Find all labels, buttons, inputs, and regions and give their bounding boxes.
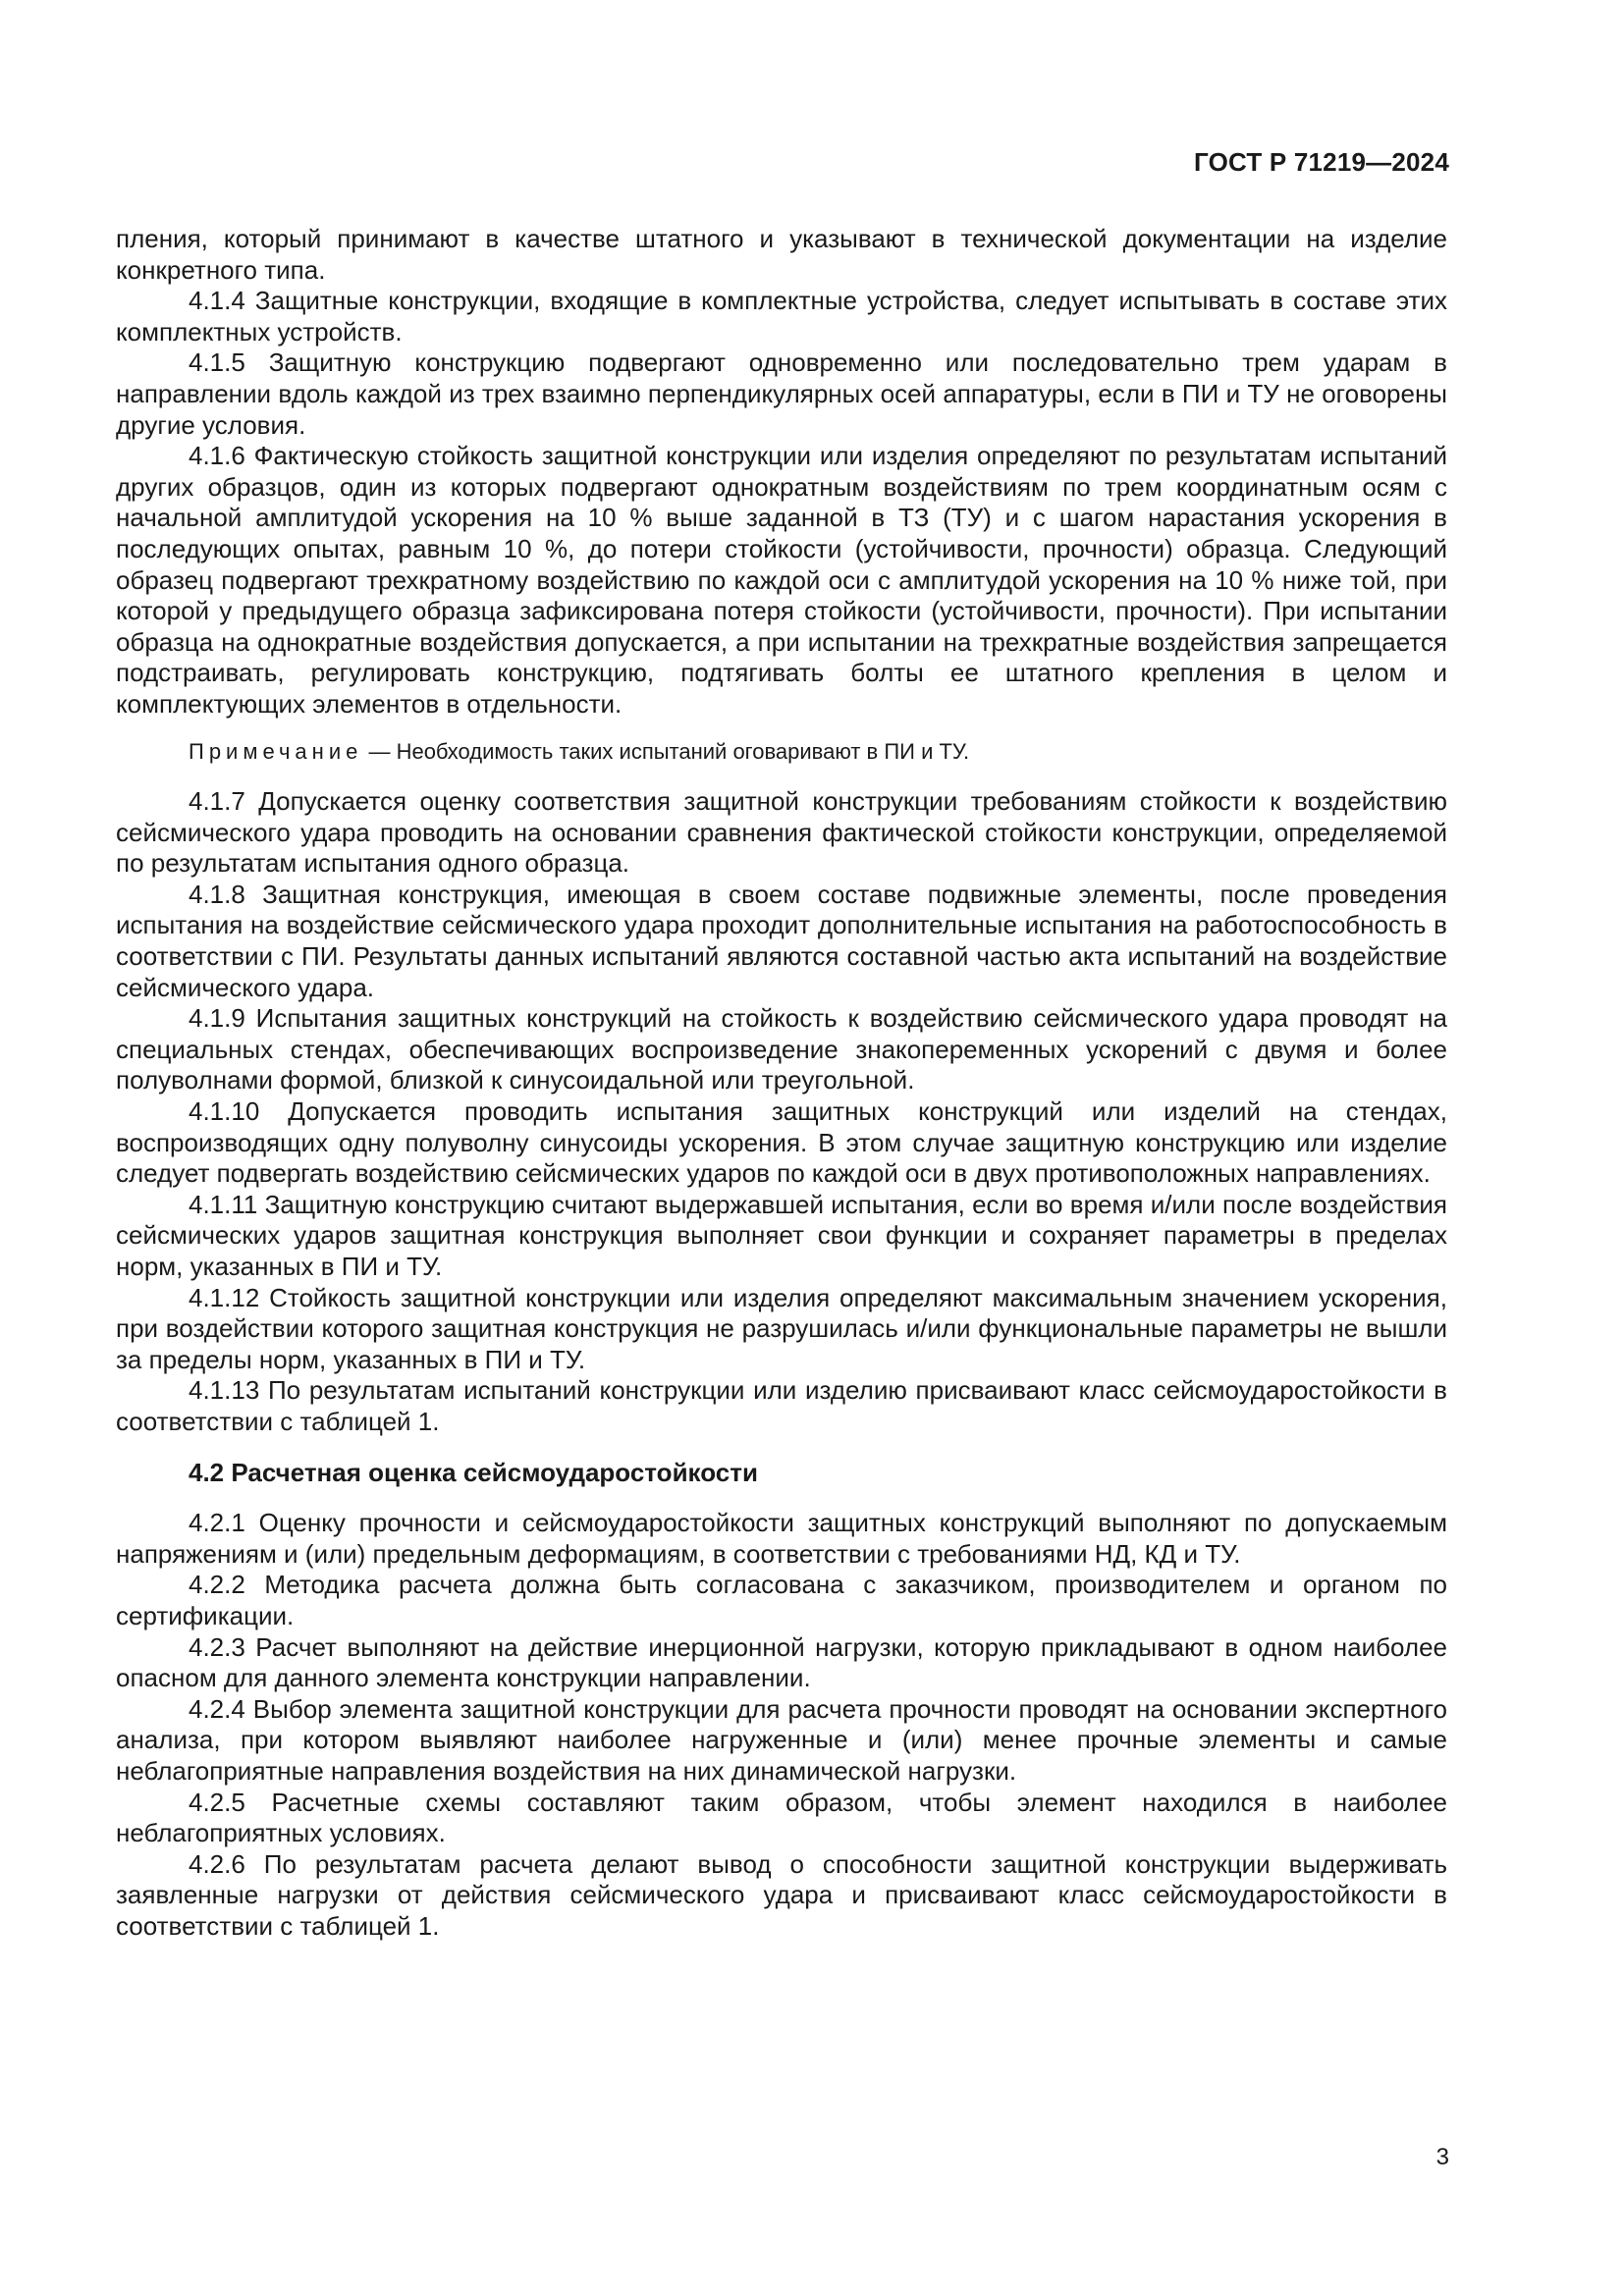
section-heading-4-2: 4.2 Расчетная оценка сейсмоударостойкости	[189, 1457, 758, 1487]
clause-4-2-5: 4.2.5 Расчетные схемы составляют таким образом, чтобы элемент находился в наиболее неблагоприятных условиях.	[116, 1787, 1447, 1848]
clause-4-1-12: 4.1.12 Стойкость защитной конструкции или изделия определяют максимальным значением ускорения, при воздействии которого защитная конструкция не разрушилась и/или функциональные параметры не вышли за пределы норм, указанных в ПИ и ТУ.	[116, 1282, 1447, 1374]
note-label: Примечание	[189, 738, 363, 764]
clause-4-2-3: 4.2.3 Расчет выполняют на действие инерционной нагрузки, которую прикладывают в одном наиболее опасном для данного элемента конструкции направлении.	[116, 1631, 1447, 1693]
clause-4-1-9: 4.1.9 Испытания защитных конструкций на стойкость к воздействию сейсмического удара проводят на специальных стендах, обеспечивающих воспроизведение знакопеременных ускорений с двумя и более полуволнами формой, близкой к синусоидальной или треугольной.	[116, 1003, 1447, 1095]
clause-4-2-4: 4.2.4 Выбор элемента защитной конструкции для расчета прочности проводят на основании экспертного анализа, при котором выявляют наиболее нагруженные и (или) менее прочные элементы и самые неблагоприятные направления воздействия на них динамической нагрузки.	[116, 1693, 1447, 1786]
page-number: 3	[1435, 2144, 1449, 2170]
clause-4-1-7: 4.1.7 Допускается оценку соответствия защитной конструкции требованиям стойкости к воздействию сейсмического удара проводить на основании сравнения фактической стойкости конструкции, определяемой по результатам испытания одного образца.	[116, 786, 1447, 879]
clause-4-1-5: 4.1.5 Защитную конструкцию подвергают одновременно или последовательно трем ударам в направлении вдоль каждой из трех взаимно перпендикулярных осей аппаратуры, если в ПИ и ТУ не оговорены другие условия.	[116, 347, 1447, 440]
clause-4-1-10: 4.1.10 Допускается проводить испытания защитных конструкций или изделий на стендах, воспроизводящих одну полуволну синусоиды ускорения. В этом случае защитную конструкцию или изделие следует подвергать воздействию сейсмических ударов по каждой оси в двух противоположных направлениях.	[116, 1096, 1447, 1189]
clause-4-2-6: 4.2.6 По результатам расчета делают вывод о способности защитной конструкции выдерживать заявленные нагрузки от действия сейсмического удара и присваивают класс сейсмоударостойкости в соответствии с таблицей 1.	[116, 1848, 1447, 1941]
standard-designation: ГОСТ Р 71219—2024	[1194, 147, 1449, 177]
clause-4-1-4: 4.1.4 Защитные конструкции, входящие в комплектные устройства, следует испытывать в составе этих комплектных устройств.	[116, 286, 1447, 347]
clause-4-1-11: 4.1.11 Защитную конструкцию считают выдержавшей испытания, если во время и/или после воздействия сейсмических ударов защитная конструкция выполняет свои функции и сохраняет параметры в пределах норм, указанных в ПИ и ТУ.	[116, 1189, 1447, 1281]
clause-4-1-6: 4.1.6 Фактическую стойкость защитной конструкции или изделия определяют по результатам испытаний других образцов, один из которых подвергают однократным воздействиям по трем координатным осям с начальной амплитудой ускорения на 10 % выше заданной в ТЗ (ТУ) и с шагом нарастания ускорения в последующих опытах, равным 10 %, до потери стойкости (устойчивости, прочности) образца. Следующий образец подвергают трехкратному воздействию по каждой оси с амплитудой ускорения на 10 % ниже той, при которой у предыдущего образца зафиксирована потеря стойкости (устойчивости, прочности). При испытании образца на однократные воздействия допускается, а при испытании на трехкратные воздействия запрещается подстраивать, регулировать конструкцию, подтягивать болты ее штатного крепления в целом и комплектующих элементов в отдельности.	[116, 441, 1447, 719]
continued-paragraph: пления, который принимают в качестве штатного и указывают в технической документации на изделие конкретного типа.	[116, 224, 1447, 285]
clause-4-1-8: 4.1.8 Защитная конструкция, имеющая в своем составе подвижные элементы, после проведения испытания на воздействие сейсмического удара проходит дополнительные испытания на работоспособность в соответствии с ПИ. Результаты данных испытаний являются составной частью акта испытаний на воздействие сейсмического удара.	[116, 879, 1447, 1002]
clause-4-2-2: 4.2.2 Методика расчета должна быть согласована с заказчиком, производителем и органом по сертификации.	[116, 1570, 1447, 1630]
note	[116, 736, 1447, 768]
note-text: — Необходимость таких испытаний оговаривают в ПИ и ТУ.	[362, 738, 970, 764]
clause-4-2-1: 4.2.1 Оценку прочности и сейсмоударостойкости защитных конструкций выполняют по допускаемым напряжениям и (или) предельным деформациям, в соответствии с требованиями НД, КД и ТУ.	[116, 1508, 1447, 1569]
clause-4-1-13: 4.1.13 По результатам испытаний конструкции или изделию присваивают класс сейсмоударостойкости в соответствии с таблицей 1.	[116, 1375, 1447, 1436]
document-body	[116, 224, 1447, 1942]
